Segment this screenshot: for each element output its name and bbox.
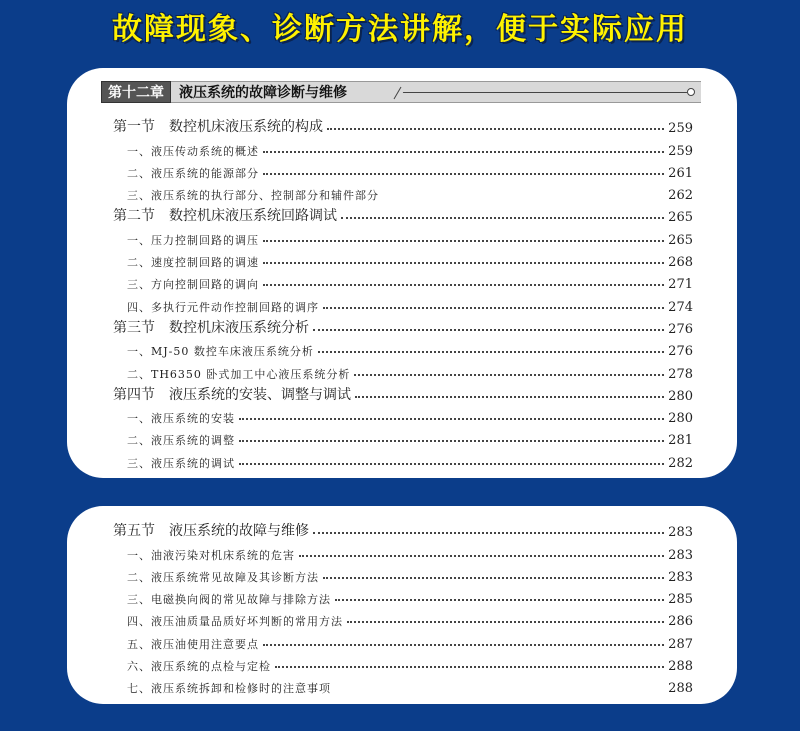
toc-section-number: 第四节 [113,386,155,403]
toc-page-number: 283 [668,547,693,563]
toc-leader-dots [341,217,664,219]
toc-entry-label [113,636,259,652]
toc-entry-title: 一、液压传动系统的概述 [127,144,259,158]
toc-entry-row [113,181,693,203]
toc-page-number: 271 [668,277,693,293]
toc-entry-row [113,404,693,426]
toc-section-row [113,382,693,404]
toc-entry-label [113,455,235,471]
toc-section-number: 第三节 [113,319,155,336]
toc-entry-title: 七、液压系统拆卸和检修时的注意事项 [127,682,331,696]
toc-page-number: 262 [668,188,693,204]
toc-entry-label [113,658,271,674]
toc-section-number: 第五节 [113,523,155,540]
toc-leader-dots [263,644,664,646]
toc-section-number: 第二节 [113,208,155,225]
chapter-slash-decoration [394,87,402,100]
toc-leader-dots [313,532,664,534]
toc-page-number: 278 [668,366,693,382]
toc-card-bottom [67,506,737,704]
toc-entry-title: 二、液压系统常见故障及其诊断方法 [127,570,319,584]
toc-entry-row [113,585,693,607]
toc-entry-label [113,520,309,540]
toc-entry-title: 液压系统的故障与维修 [169,523,309,540]
toc-page-number: 280 [668,388,693,404]
chapter-title: 液压系统的故障诊断与维修 [179,85,347,101]
toc-entry-label [113,432,235,448]
toc-leader-dots [239,463,664,465]
toc-page-number: 283 [668,525,693,541]
toc-leader-dots [335,689,664,690]
toc-entry-title: 四、多执行元件动作控制回路的调序 [127,300,319,314]
toc-entry-title: 数控机床液压系统回路调试 [169,208,337,225]
toc-entry-label [113,317,309,337]
toc-section-row [113,203,693,225]
toc-entry-title: 一、MJ-50 数控车床液压系统分析 [127,345,314,359]
toc-entry-label [113,116,323,136]
toc-leader-dots [318,351,664,353]
toc-leader-dots [263,173,664,175]
toc-entry-label [113,299,319,315]
toc-list-bottom [113,518,693,696]
toc-leader-dots [355,396,664,398]
toc-leader-dots [347,621,664,623]
toc-leader-dots [299,555,664,557]
toc-entry-label [113,366,350,382]
toc-entry-title: 数控机床液压系统的构成 [169,119,323,136]
toc-leader-dots [323,577,664,579]
toc-page-number: 274 [668,299,693,315]
chapter-header [101,81,701,103]
chapter-dot-decoration [687,88,695,96]
toc-leader-dots [313,329,664,331]
toc-page-number: 288 [668,659,693,675]
toc-entry-row [113,448,693,470]
toc-page-number: 288 [668,681,693,697]
toc-leader-dots [239,418,664,420]
toc-entry-row [113,652,693,674]
toc-page-number: 280 [668,411,693,427]
toc-entry-label [113,547,295,563]
toc-entry-label [113,591,331,607]
toc-page-number: 265 [668,210,693,226]
toc-page-number: 286 [668,614,693,630]
toc-page-number: 282 [668,455,693,471]
toc-entry-label [113,569,319,585]
chapter-bar [171,81,701,103]
toc-entry-row [113,159,693,181]
toc-entry-label [113,343,314,359]
toc-entry-row [113,136,693,158]
toc-entry-label [113,165,259,181]
toc-page-number: 287 [668,636,693,652]
toc-entry-label [113,232,259,248]
toc-section-row [113,114,693,136]
toc-entry-title: 二、TH6350 卧式加工中心液压系统分析 [127,367,351,381]
toc-page-number: 268 [668,255,693,271]
toc-entry-row [113,563,693,585]
toc-page-number: 281 [668,433,693,449]
toc-entry-label [113,254,259,270]
toc-leader-dots [323,307,664,309]
toc-page-number: 283 [668,569,693,585]
toc-entry-title: 一、油液污染对机床系统的危害 [127,548,295,562]
toc-entry-title: 一、压力控制回路的调压 [127,233,259,247]
toc-page-number: 265 [668,232,693,248]
toc-entry-title: 二、速度控制回路的调速 [127,256,259,270]
toc-entry-title: 二、液压系统的调整 [127,434,235,448]
toc-page-number: 285 [668,592,693,608]
toc-entry-title: 二、液压系统的能源部分 [127,166,259,180]
toc-leader-dots [383,196,664,197]
toc-leader-dots [263,240,664,242]
toc-entry-row [113,540,693,562]
toc-entry-row [113,337,693,359]
toc-entry-row [113,292,693,314]
toc-entry-label [113,613,343,629]
toc-section-row [113,518,693,540]
toc-leader-dots [263,284,664,286]
toc-entry-label [113,410,235,426]
toc-leader-dots [354,374,664,376]
toc-leader-dots [239,440,664,442]
toc-entry-label [113,680,331,696]
toc-entry-title: 三、液压系统的执行部分、控制部分和辅件部分 [127,189,379,203]
toc-entry-title: 五、液压油使用注意要点 [127,637,259,651]
toc-entry-label [113,187,379,203]
toc-entry-title: 一、液压系统的安装 [127,412,235,426]
toc-leader-dots [263,262,664,264]
toc-page-number: 261 [668,165,693,181]
toc-leader-dots [327,128,664,130]
toc-entry-label [113,205,337,225]
toc-entry-row [113,225,693,247]
toc-entry-title: 三、液压系统的调试 [127,456,235,470]
toc-entry-row [113,270,693,292]
toc-page-number: 276 [668,321,693,337]
toc-entry-title: 六、液压系统的点检与定检 [127,660,271,674]
toc-page-number: 259 [668,143,693,159]
toc-page-number: 276 [668,344,693,360]
toc-entry-title: 四、液压油质量品质好坏判断的常用方法 [127,615,343,629]
toc-section-row [113,315,693,337]
toc-leader-dots [335,599,664,601]
toc-section-number: 第一节 [113,119,155,136]
toc-entry-label [113,384,351,404]
toc-entry-title: 三、电磁换向阀的常见故障与排除方法 [127,593,331,607]
toc-entry-row [113,607,693,629]
toc-entry-title: 液压系统的安装、调整与调试 [169,386,351,403]
toc-entry-title: 三、方向控制回路的调向 [127,278,259,292]
toc-entry-row [113,426,693,448]
toc-entry-title: 数控机床液压系统分析 [169,319,309,336]
banner-title: 故障现象、诊断方法讲解，便于实际应用 [112,12,688,47]
toc-entry-label [113,143,259,159]
chapter-line-decoration [403,92,687,93]
toc-page-number: 259 [668,121,693,137]
toc-leader-dots [263,151,664,153]
toc-entry-row [113,674,693,696]
toc-entry-row [113,629,693,651]
banner [0,0,800,52]
chapter-tag: 第十二章 [101,81,171,103]
toc-entry-row [113,359,693,381]
toc-list-top [113,114,693,471]
toc-entry-label [113,276,259,292]
toc-leader-dots [275,666,664,668]
toc-entry-row [113,248,693,270]
toc-card-top [67,68,737,478]
